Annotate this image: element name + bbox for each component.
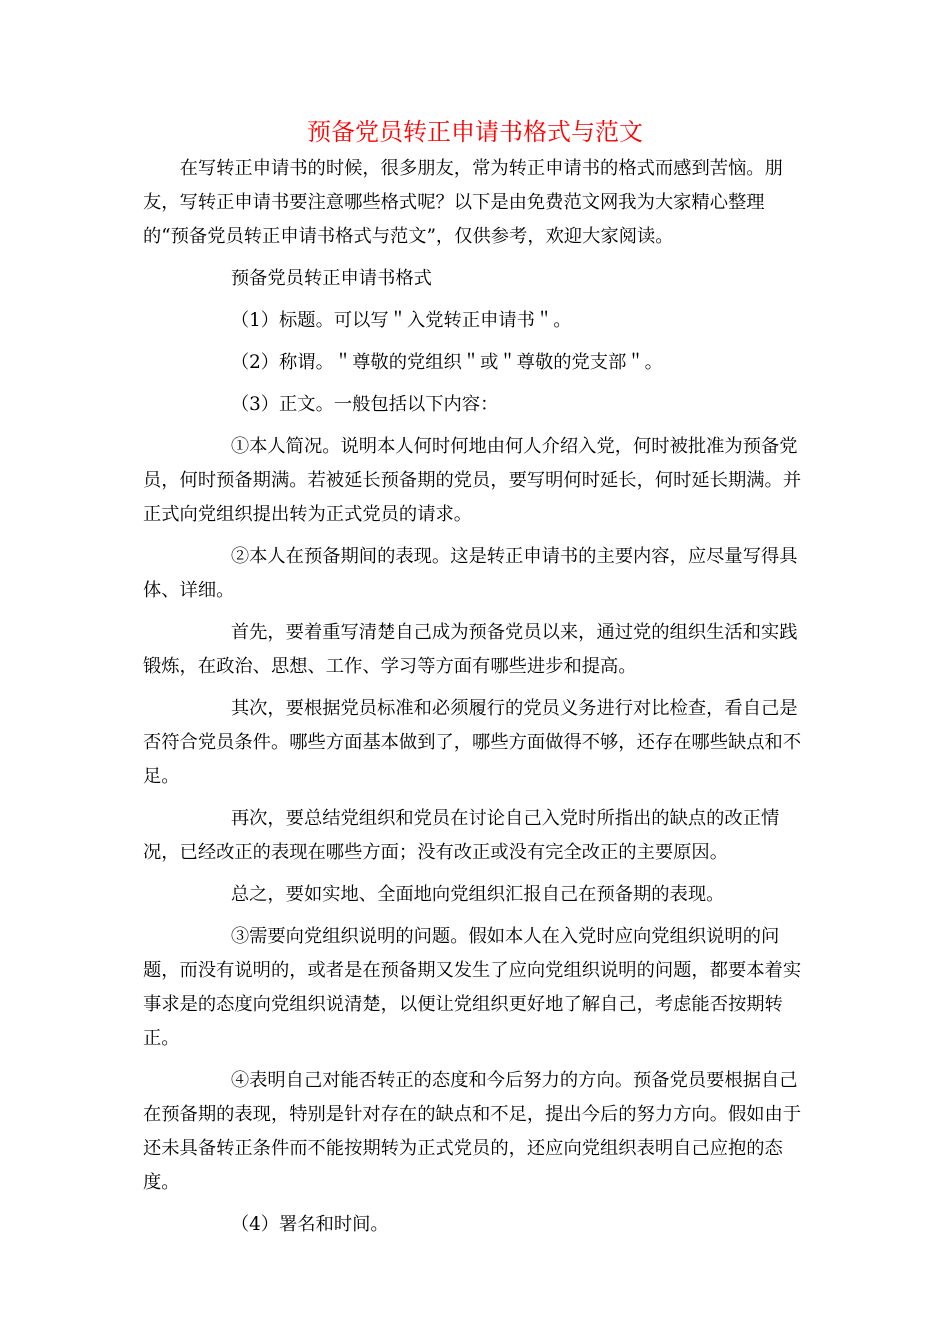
body-point-2: ②本人在预备期间的表现。这是转正申请书的主要内容，应尽量写得具体、详细。: [143, 546, 798, 601]
format-item-salutation: （2）称谓。＂尊敬的党组织＂或＂尊敬的党支部＂。: [230, 352, 663, 373]
body-point-2-summary: 总之，要如实地、全面地向党组织汇报自己在预备期的表现。: [230, 884, 725, 905]
format-item-signature: （4）署名和时间。: [230, 1214, 389, 1235]
document-body: [143, 152, 807, 1242]
body-point-2-first: 首先，要着重写清楚自己成为预备党员以来，通过党的组织生活和实践锻炼，在政治、思想、工作、学习等方面有哪些进步和提高。: [143, 622, 798, 677]
document-title: 预备党员转正申请书格式与范文: [307, 118, 643, 146]
body-point-4: ④表明自己对能否转正的态度和今后努力的方向。预备党员要根据自己在预备期的表现，特别是针对存在的缺点和不足，提出今后的努力方向。假如由于还未具备转正条件而不能按期转为正式党员的，还应向党组织表明自己应抱的态度。: [143, 1070, 802, 1193]
body-point-2-third: 再次，要总结党组织和党员在讨论自己入党时所指出的缺点的改正情况，已经改正的表现在哪些方面；没有改正或没有完全改正的主要原因。: [143, 808, 780, 863]
body-point-3: ③需要向党组织说明的问题。假如本人在入党时应向党组织说明的问题，而没有说明的，或者是在预备期又发生了应向党组织说明的问题，都要本着实事求是的态度向党组织说清楚，以便让党组织更好地了解自己，考虑能否按期转正。: [143, 926, 802, 1049]
section-heading: 预备党员转正申请书格式: [230, 268, 432, 289]
body-point-1: ①本人简况。说明本人何时何地由何人介绍入党，何时被批准为预备党员，何时预备期满。若被延长预备期的党员，要写明何时延长，何时延长期满。并正式向党组织提出转为正式党员的请求。: [143, 436, 802, 525]
format-item-title: （1）标题。可以写＂入党转正申请书＂。: [230, 310, 572, 331]
body-point-2-second: 其次，要根据党员标准和必须履行的党员义务进行对比检查，看自己是否符合党员条件。哪些方面基本做到了，哪些方面做得不够，还存在哪些缺点和不足。: [143, 698, 802, 787]
intro-paragraph: 在写转正申请书的时候，很多朋友，常为转正申请书的格式而感到苦恼。朋友，写转正申请书要注意哪些格式呢？以下是由免费范文网我为大家精心整理的“预备党员转正申请书格式与范文”，仅供参考，欢迎大家阅读。: [143, 158, 783, 247]
format-item-body: （3）正文。一般包括以下内容：: [230, 394, 499, 415]
